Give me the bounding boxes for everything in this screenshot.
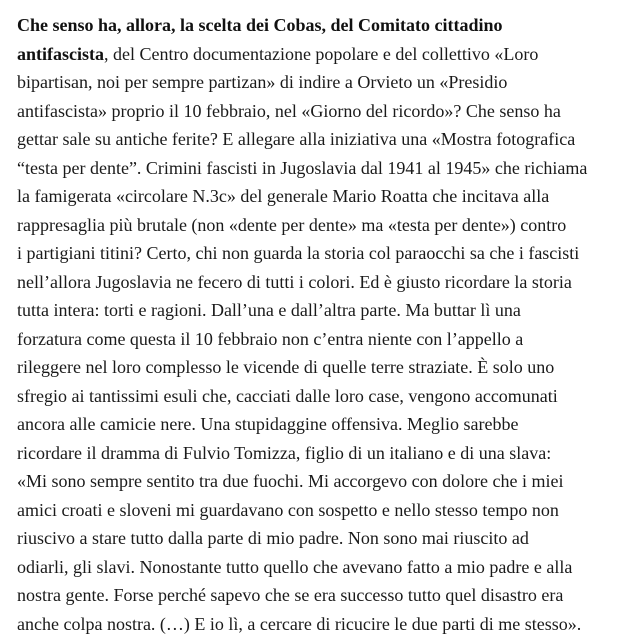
line-text: “testa per dente”. Crimini fascisti in Jugoslavia dal 1941 al 1945» che richiama — [17, 158, 587, 178]
paragraph-line — [17, 239, 633, 268]
line-text: anche colpa nostra. (…) E io lì, a cercare di ricucire le due parti di me stesso». — [17, 614, 581, 634]
paragraph-line — [17, 154, 633, 183]
paragraph-line — [17, 11, 633, 40]
paragraph-line — [17, 439, 633, 468]
line-text: forzatura come questa il 10 febbraio non c’entra niente con l’appello a — [17, 329, 523, 349]
paragraph-line — [17, 524, 633, 553]
line-text: tutta intera: torti e ragioni. Dall’una e dall’altra parte. Ma buttar lì una — [17, 300, 521, 320]
line-text: nell’allora Jugoslavia ne fecero di tutti i colori. Ed è giusto ricordare la storia — [17, 272, 572, 292]
line-text: odiarli, gli slavi. Nonostante tutto quello che avevano fatto a mio padre e alla — [17, 557, 572, 577]
line-text: nostra gente. Forse perché sapevo che se era successo tutto quel disastro era — [17, 585, 563, 605]
line-text: ricordare il dramma di Fulvio Tomizza, figlio di un italiano e di una slava: — [17, 443, 551, 463]
line-text: amici croati e sloveni mi guardavano con sospetto e nello stesso tempo non — [17, 500, 559, 520]
paragraph-line — [17, 68, 633, 97]
paragraph-line — [17, 125, 633, 154]
paragraph-line — [17, 97, 633, 126]
paragraph-line — [17, 581, 633, 610]
paragraph-line — [17, 268, 633, 297]
paragraph-line — [17, 382, 633, 411]
paragraph-line — [17, 410, 633, 439]
line-text: bipartisan, noi per sempre partizan» di indire a Orvieto un «Presidio — [17, 72, 507, 92]
line-text: gettar sale su antiche ferite? E allegare alla iniziativa una «Mostra fotografica — [17, 129, 575, 149]
line-text: «Mi sono sempre sentito tra due fuochi. Mi accorgevo con dolore che i miei — [17, 471, 564, 491]
paragraph-line — [17, 211, 633, 240]
paragraph-line — [17, 553, 633, 582]
line-text: ancora alle camicie nere. Una stupidaggine offensiva. Meglio sarebbe — [17, 414, 518, 434]
paragraph-line — [17, 182, 633, 211]
line-text: antifascista» proprio il 10 febbraio, nel «Giorno del ricordo»? Che senso ha — [17, 101, 561, 121]
paragraph-line — [17, 496, 633, 525]
paragraph-line — [17, 353, 633, 382]
bold-lead-text: antifascista — [17, 44, 104, 64]
paragraph-line — [17, 610, 633, 638]
paragraph-line — [17, 467, 633, 496]
bold-lead-text: Che senso ha, allora, la scelta dei Cobas, del Comitato cittadino — [17, 15, 503, 35]
line-text: i partigiani titini? Certo, chi non guarda la storia col paraocchi sa che i fascisti — [17, 243, 579, 263]
paragraph-line — [17, 296, 633, 325]
line-text: , del Centro documentazione popolare e del collettivo «Loro — [104, 44, 538, 64]
line-text: rappresaglia più brutale (non «dente per dente» ma «testa per dente») contro — [17, 215, 566, 235]
article-body — [17, 11, 633, 638]
line-text: la famigerata «circolare N.3c» del generale Mario Roatta che incitava alla — [17, 186, 549, 206]
paragraph-line — [17, 40, 633, 69]
line-text: sfregio ai tantissimi esuli che, cacciati dalle loro case, vengono accomunati — [17, 386, 558, 406]
paragraph-line — [17, 325, 633, 354]
line-text: riuscivo a stare tutto dalla parte di mio padre. Non sono mai riuscito ad — [17, 528, 529, 548]
line-text: rileggere nel loro complesso le vicende di quelle terre straziate. È solo uno — [17, 357, 554, 377]
